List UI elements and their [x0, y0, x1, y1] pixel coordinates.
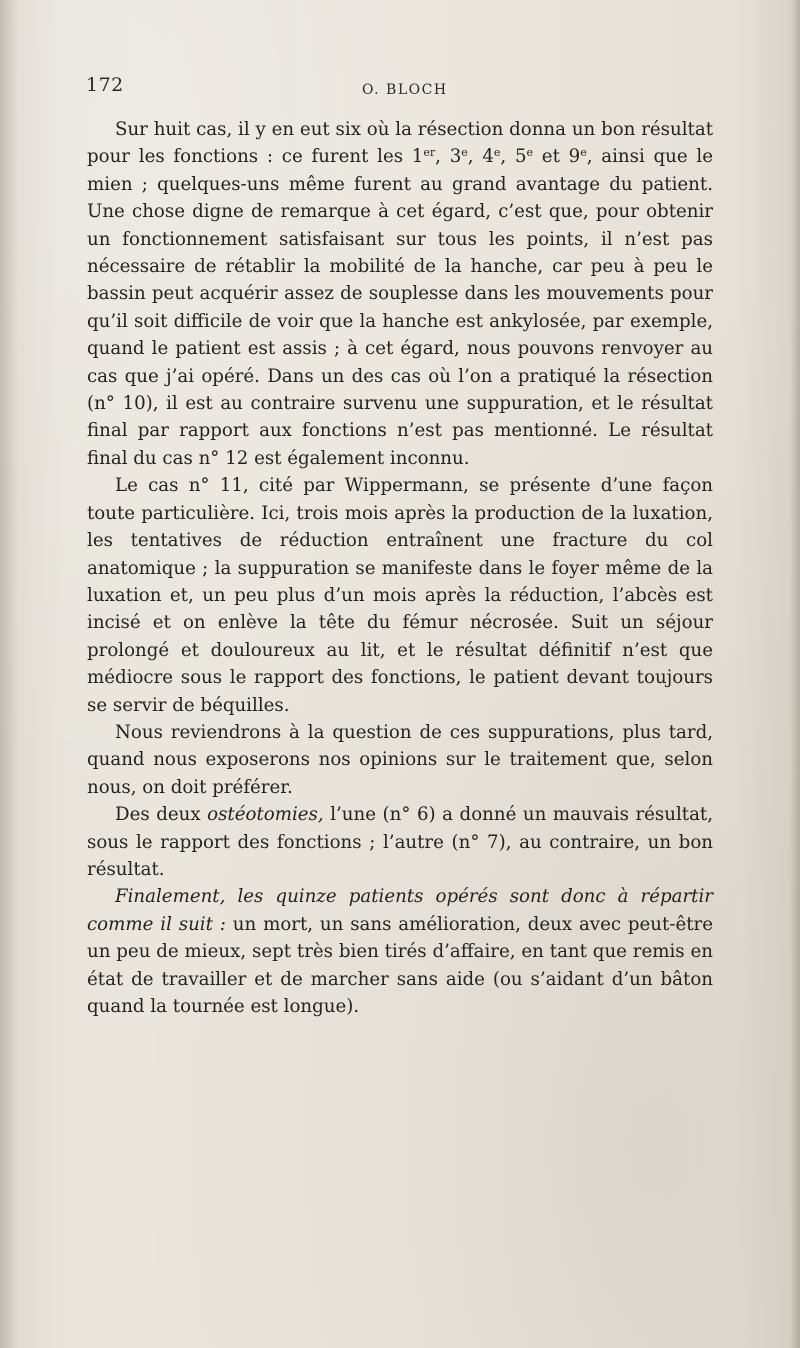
paragraph-5-text-b: un mort, un sans amélioration, deux avec peut-être un peu de mieux, sept très bien tirés d’affaire, en tant que remis en état de travailler et de marcher sans aide (ou s’aidant d’un bâton quand la tournée est longue). — [87, 913, 713, 1017]
paragraph-5 — [87, 883, 713, 1020]
body-text — [87, 116, 713, 1020]
paragraph-1-text-a: Sur huit cas, il y en eut six où la résection donna un bon résultat pour les fonctions : ce furent les 1 — [87, 119, 713, 168]
paragraph-2: Le cas n° 11, cité par Wippermann, se présente d’une façon toute particulière. Ici, trois mois après la production de la luxation, les tentatives de réduction entraînent une fracture du col anatomique ; la suppuration se manifeste dans le foyer même de la luxation et, un peu plus d’un mois après la réduction, l’abcès est incisé et on enlève la tête du fémur nécrosée. Suit un séjour prolongé et douloureux au lit, et le résultat définitif n’est que médiocre sous le rapport des fonctions, le patient devant toujours se servir de béquilles. — [87, 475, 713, 716]
paragraph-3: Nous reviendrons à la question de ces suppurations, plus tard, quand nous exposerons nos opinions sur le traitement que, selon nous, on doit préférer. — [87, 721, 713, 798]
superscript: e — [580, 146, 587, 160]
paragraph-1-text-f: , ainsi que le mien ; quelques-uns même furent au grand avantage du patient. Une chose digne de remarque à cet égard, c’est que, pour obtenir un fonctionnement satisfaisant sur tous les points, il n’est pas nécessaire de rétablir la mobilité de la hanche, car peu à peu le bassin peut acquérir assez de souplesse dans les mouvements pour qu’il soit difficile de voir que la hanche est ankylosée, par exemple, quand le patient est assis ; à cet égard, nous pouvons renvoyer au cas que j’ai opéré. Dans un des cas où l’on a pratiqué la résection (n° 10), il est au contraire survenu une suppuration, et le résultat final par rapport aux fonctions n’est pas mentionné. Le résultat final du cas n° 12 est également inconnu. — [87, 146, 713, 469]
paragraph-1-text-b: , 3 — [435, 146, 462, 168]
page-header — [0, 72, 800, 102]
paragraph-1-text-c: , 4 — [467, 146, 494, 168]
superscript: e — [493, 146, 501, 160]
running-head: O. BLOCH — [362, 82, 448, 98]
paragraph-4-text-b: l’une (n° 6) a donné un mauvais résultat, sous le rapport des fonctions ; l’autre (n° 7), au contraire, un bon résultat. — [87, 804, 714, 880]
paragraph-1 — [87, 116, 713, 472]
page-number: 172 — [86, 74, 124, 96]
paragraph-4-text-a: Des deux — [115, 804, 208, 826]
paragraph-4 — [87, 801, 713, 883]
superscript: e — [526, 146, 534, 160]
paragraph-5-italic: Finalement, les quinze patients opérés sont donc à répartir comme il suit : — [87, 886, 713, 935]
gutter-shadow — [0, 0, 18, 1348]
paragraph-1-text-d: , 5 — [500, 146, 527, 168]
superscript: e — [461, 146, 468, 160]
page-edge-shadow — [790, 0, 800, 1348]
superscript: er — [423, 146, 436, 160]
paragraph-1-text-e: et 9 — [533, 146, 581, 168]
paragraph-4-italic: ostéotomies, — [207, 804, 324, 826]
